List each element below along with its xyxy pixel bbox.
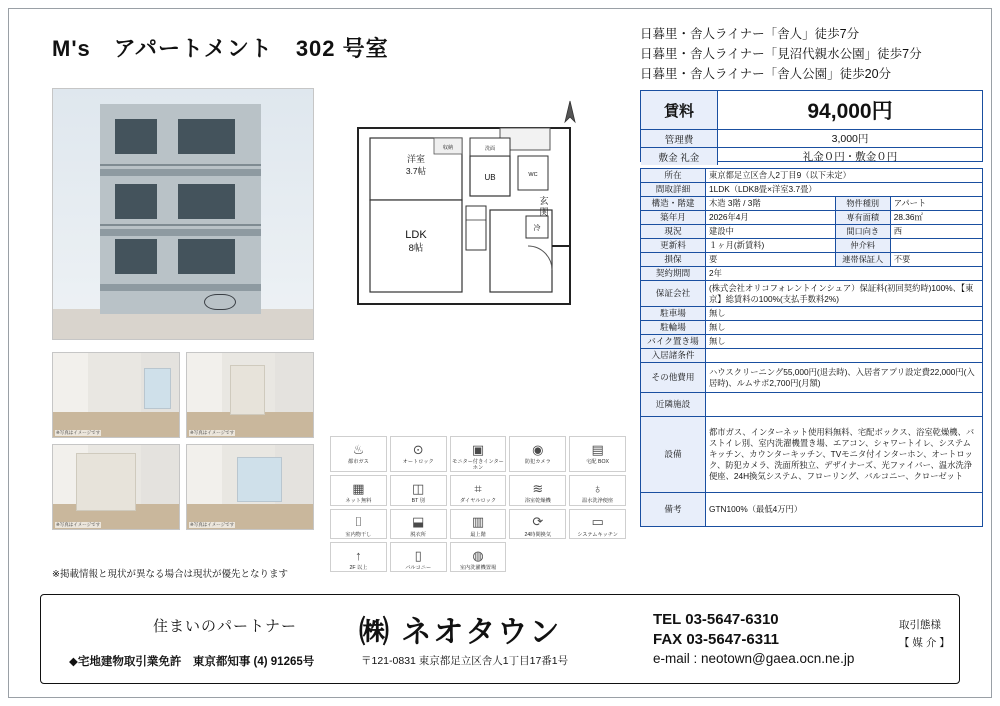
table-row [641, 321, 983, 335]
row-label-2: 仲介料 [835, 239, 890, 253]
bicycle-icon [204, 294, 236, 310]
footer-panel [40, 594, 960, 684]
facility-icon-label: バルコニー [405, 565, 432, 571]
facility-icon-label: 最上階 [470, 531, 486, 538]
property-detail-table [640, 168, 983, 527]
footer-fax: FAX 03-5647-6311 [653, 631, 779, 648]
row-value: 都市ガス、インターネット使用料無料、宅配ボックス、浴室乾燥機、バストイレ別、室内洗濯機置き場、エアコン、シャワートイレ、システムキッチン、カウンターキッチン、TVモニタ付インターホン、オートロック、防犯カメラ、洗面所独立、デザイナーズ、光ファイバー、温水洗浄便座、24H換気システム、フローリング、バルコニー、クローゼット [706, 417, 983, 493]
row-value: 東京都足立区舎人2丁目9（以下未定） [706, 169, 983, 183]
row-label-2: 連帯保証人 [835, 253, 890, 267]
svg-text:UB: UB [484, 173, 496, 182]
access-line-1: 日暮里・舎人ライナー「舎人」徒歩7分 [640, 27, 860, 41]
railing [100, 224, 261, 226]
svg-text:冷: 冷 [533, 225, 541, 232]
washlet-icon: ♁ [592, 480, 603, 496]
row-label: 築年月 [641, 211, 706, 225]
footer-address: 〒121-0831 東京都足立区舎人1丁目17番1号 [361, 655, 569, 667]
table-row [641, 393, 983, 417]
svg-text:LDK: LDK [405, 229, 427, 241]
row-label-2: 間口向き [835, 225, 890, 239]
window [178, 239, 235, 274]
row-label: 入居諸条件 [641, 349, 706, 363]
facility-icon-cell [509, 509, 566, 540]
row-label: 現況 [641, 225, 706, 239]
row-value: 木造 3階 / 3階 [706, 197, 836, 211]
table-row [641, 239, 983, 253]
access-list [640, 24, 985, 84]
table-row [641, 225, 983, 239]
rent-row [641, 91, 982, 130]
row-label: 構造・階建 [641, 197, 706, 211]
table-row [641, 307, 983, 321]
table-row [641, 267, 983, 281]
auto-lock-icon: ⊙ [412, 441, 424, 457]
facility-icon-cell [450, 509, 507, 540]
row-label-2: 専有面積 [835, 211, 890, 225]
facility-icon-cell [509, 475, 566, 506]
photo-caption: ※写真はイメージです [56, 522, 101, 527]
page-title: M's アパートメント 302 号室 [52, 36, 389, 61]
row-value [706, 349, 983, 363]
top-floor-icon: ▥ [471, 514, 485, 529]
monitor-intercom-icon: ▣ [471, 441, 485, 457]
facility-icon-cell [330, 475, 387, 506]
row-label: 更新料 [641, 239, 706, 253]
deposit-key-money-label: 敷金 礼金 [641, 148, 718, 165]
row-label: バイク置き場 [641, 335, 706, 349]
bath-toilet-separate-icon: ◫ [412, 480, 425, 496]
facility-icon-cell [390, 475, 447, 506]
row-value: 無し [706, 335, 983, 349]
access-line-3: 日暮里・舎人ライナー「舎人公園」徒歩20分 [640, 67, 892, 81]
footer-slogan: 住まいのパートナー [153, 618, 298, 635]
floor-band-1 [100, 169, 261, 176]
interior-photo-1 [52, 352, 180, 438]
facility-icon-label: 室内洗濯機置場 [459, 565, 497, 571]
row-value: 1LDK（LDK8畳×洋室3.7畳） [706, 183, 983, 197]
window [115, 239, 157, 274]
footer-company-name: ㈱ ネオタウン [359, 616, 562, 649]
facility-icon-label: オートロック [402, 459, 434, 465]
deposit-key-money-value: 礼金０円・敷金０円 [802, 151, 898, 163]
ventilation-24h-icon: ⟳ [532, 514, 544, 529]
facility-icon-cell [569, 436, 626, 472]
svg-text:玄: 玄 [539, 196, 549, 206]
table-row [641, 197, 983, 211]
row-label: 駐輪場 [641, 321, 706, 335]
indoor-washer-space-icon: ◍ [472, 547, 484, 563]
row-value: ハウスクリーニング55,000円(退去時)、入居者アプリ設定費22,000円(入居時)、ルムサポ2,700円(月額) [706, 363, 983, 393]
dressing-room-icon: ⬓ [412, 514, 425, 529]
row-value: 2026年4月 [706, 211, 836, 225]
dial-lock-icon: ⌗ [474, 480, 482, 496]
svg-text:関: 関 [539, 207, 549, 217]
interior-photo-4 [186, 444, 314, 530]
row-value: GTN100%（最低4万円） [706, 493, 983, 527]
table-row [641, 253, 983, 267]
footer-tel: TEL 03-5647-6310 [653, 611, 779, 628]
facility-icon-label: ダイヤルロック [459, 498, 497, 504]
table-row [641, 363, 983, 393]
table-row [641, 417, 983, 493]
row-label: 損保 [641, 253, 706, 267]
facility-icon-cell [569, 509, 626, 540]
row-value-2: 西 [890, 225, 982, 239]
facility-icon-label: 浴室乾燥機 [524, 498, 551, 504]
deposit-key-money-row [641, 148, 982, 165]
city-gas-icon: ♨ [352, 441, 365, 457]
access-line-2: 日暮里・舎人ライナー「見沼代親水公園」徒歩7分 [640, 47, 922, 61]
transaction-type-value: 【 媒 介 】 [899, 637, 950, 649]
photo-caption: ※写真はイメージです [56, 430, 101, 435]
row-value: 2年 [706, 267, 983, 281]
rent-value: 94,000円 [807, 100, 893, 123]
rent-label: 賃料 [641, 91, 718, 129]
facility-icon-cell [450, 542, 507, 572]
row-value: (株式会社オリコフォレントインシュア）保証料(初回契約時)100%、【東京】総賃料の100%(支払手数料2%) [706, 281, 983, 307]
interior-scene [53, 445, 179, 529]
row-value-2: 28.36㎡ [890, 211, 982, 225]
management-fee-value: 3,000円 [831, 133, 869, 145]
facility-icon-label: モニター付きインターホン [452, 459, 504, 471]
railing [100, 164, 261, 166]
row-label: 駐車場 [641, 307, 706, 321]
interior-photo-2 [186, 352, 314, 438]
transaction-type-label: 取引態様 [899, 619, 941, 631]
footer-license: ◆宅地建物取引業免許 東京都知事 (4) 91265号 [69, 656, 315, 668]
row-value [706, 393, 983, 417]
facility-icon-label: 温水洗浄便座 [582, 498, 614, 504]
svg-text:洋室: 洋室 [406, 154, 426, 164]
door [230, 365, 265, 416]
floor-band-2 [100, 229, 261, 236]
facility-icon-label: 24時間換気 [524, 531, 552, 538]
photo-caption: ※写真はイメージです [190, 522, 235, 527]
facility-icon-cell [450, 475, 507, 506]
row-label: 間取詳細 [641, 183, 706, 197]
facility-icon-cell [390, 436, 447, 472]
facility-icon-cell [569, 475, 626, 506]
svg-text:8帖: 8帖 [408, 243, 424, 254]
floor-band-3 [100, 284, 261, 291]
bath-dryer-icon: ≋ [532, 480, 544, 496]
management-fee-row [641, 130, 982, 148]
table-row [641, 281, 983, 307]
management-fee-label: 管理費 [641, 130, 718, 147]
facility-icon-cell [330, 542, 387, 572]
row-label: 備考 [641, 493, 706, 527]
table-row [641, 169, 983, 183]
svg-text:WC: WC [528, 172, 538, 178]
second-floor-above-icon: ↑ [355, 547, 362, 563]
row-label: 契約期間 [641, 267, 706, 281]
facility-icon-label: 都市ガス [348, 459, 369, 465]
window [144, 368, 171, 409]
security-camera-icon: ◉ [532, 441, 544, 457]
row-label: 設備 [641, 417, 706, 493]
row-label: 保証会社 [641, 281, 706, 307]
facility-icon-cell [330, 509, 387, 540]
disclaimer-note: ※掲載情報と現状が異なる場合は現状が優先となります [52, 569, 288, 580]
row-value: １ヶ月(新賃料) [706, 239, 836, 253]
balcony-icon: ▯ [414, 547, 422, 563]
building-exterior-photo [52, 88, 314, 340]
free-internet-icon: ▦ [352, 480, 365, 496]
facility-icon-label: 2F 以上 [349, 565, 368, 571]
facility-icon-label: 室内物干し [345, 531, 372, 538]
rent-box [640, 90, 983, 162]
row-value-2 [890, 239, 982, 253]
delivery-box-icon: ▤ [591, 441, 604, 457]
svg-text:収納: 収納 [442, 145, 454, 151]
row-label: 近隣施設 [641, 393, 706, 417]
facility-icon-label: 脱衣所 [410, 531, 426, 538]
row-value: 建設中 [706, 225, 836, 239]
interior-scene [53, 353, 179, 437]
facility-icon-label: BT 別 [411, 498, 425, 504]
table-row [641, 183, 983, 197]
facility-icon-cell [330, 436, 387, 472]
facility-icon-cell [450, 436, 507, 472]
system-kitchen-icon: ▭ [591, 514, 604, 529]
row-label: 所在 [641, 169, 706, 183]
facility-icon-label: ネット無料 [345, 498, 372, 504]
photo-caption: ※写真はイメージです [190, 430, 235, 435]
indoor-drying-icon: ⌷ [354, 514, 363, 529]
facility-icon-label: 宅配 BOX [586, 459, 609, 465]
window [115, 184, 157, 219]
table-row [641, 349, 983, 363]
window [115, 119, 157, 154]
closet-door [76, 453, 136, 510]
facility-icon-cell [509, 436, 566, 472]
window [178, 184, 235, 219]
row-value-2: 不要 [890, 253, 982, 267]
table-row [641, 211, 983, 225]
facility-icon-cell [390, 542, 447, 572]
facility-icon-cell [390, 509, 447, 540]
facility-icon-label: システムキッチン [577, 531, 618, 538]
interior-scene [187, 353, 313, 437]
table-row [641, 335, 983, 349]
footer-email[interactable]: e-mail : neotown@gaea.ocn.ne.jp [653, 651, 855, 666]
svg-text:洗面: 洗面 [484, 146, 496, 152]
row-value: 無し [706, 307, 983, 321]
facility-icon-grid [330, 436, 626, 572]
floor-plan [330, 120, 626, 320]
row-value-2: アパート [890, 197, 982, 211]
row-label-2: 物件種別 [835, 197, 890, 211]
facility-icon-label: 防犯カメラ [524, 459, 551, 465]
window [178, 119, 235, 154]
row-value: 無し [706, 321, 983, 335]
row-label: その他費用 [641, 363, 706, 393]
interior-photo-3 [52, 444, 180, 530]
table-row [641, 493, 983, 527]
window [237, 457, 282, 503]
svg-text:3.7帖: 3.7帖 [405, 166, 427, 176]
interior-scene [187, 445, 313, 529]
row-value: 要 [706, 253, 836, 267]
